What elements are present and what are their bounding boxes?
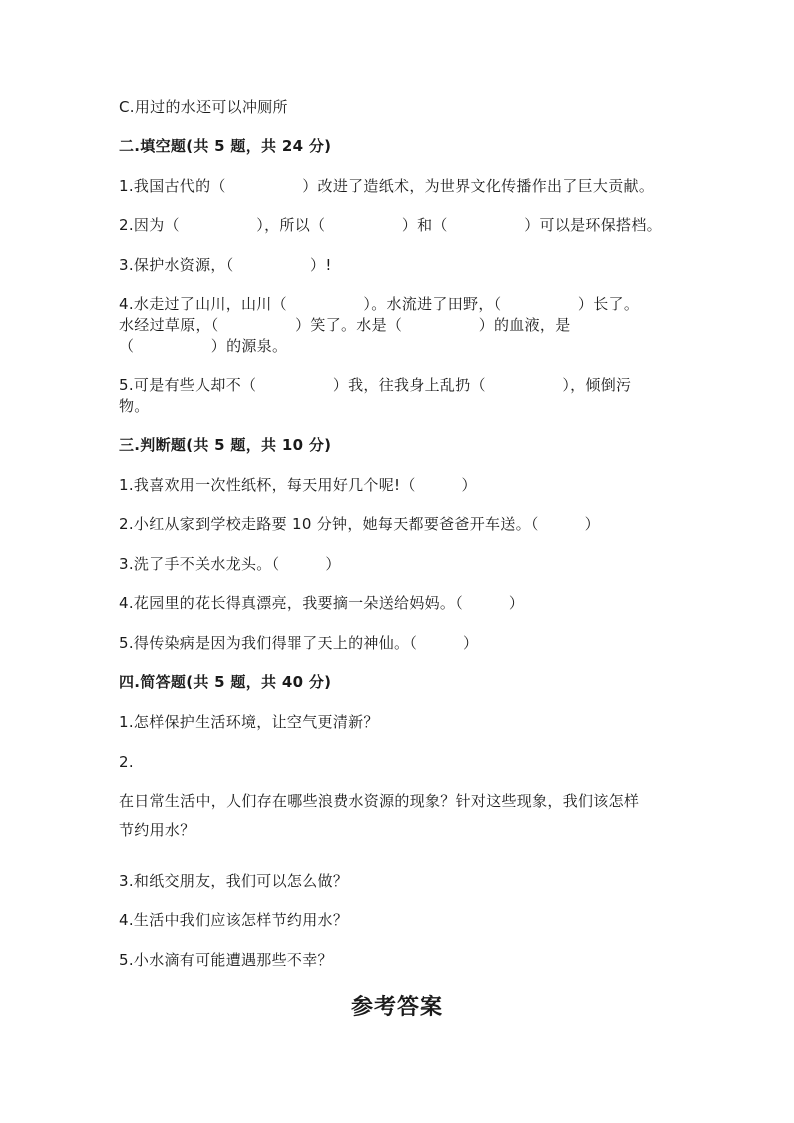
true-false-question-1: 1.我喜欢用一次性纸杯，每天用好几个呢!（ ） (119, 476, 477, 494)
true-false-section-heading: 三.判断题(共 5 题，共 10 分) (119, 436, 332, 454)
fill-blank-question-4-line-3: （ ）的源泉。 (119, 337, 288, 355)
previous-question-option-c: C.用过的水还可以冲厕所 (119, 98, 288, 116)
short-answer-question-3: 3.和纸交朋友，我们可以怎么做？ (119, 872, 349, 890)
true-false-question-4: 4.花园里的花长得真漂亮，我要摘一朵送给妈妈。（ ） (119, 594, 525, 612)
true-false-question-3: 3.洗了手不关水龙头。（ ） (119, 555, 341, 573)
short-answer-section-heading: 四.简答题(共 5 题，共 40 分) (119, 673, 332, 691)
short-answer-question-5: 5.小水滴有可能遭遇那些不幸？ (119, 951, 333, 969)
short-answer-question-1: 1.怎样保护生活环境，让空气更清新？ (119, 713, 379, 731)
fill-blank-question-4-line-2: 水经过草原，（ ）笑了。水是（ ）的血液，是 (119, 316, 571, 334)
answer-key-title: 参考答案 (350, 994, 443, 1020)
fill-blank-section-heading: 二.填空题(共 5 题，共 24 分) (119, 137, 332, 155)
short-answer-question-2-line-2: 节约用水？ (119, 821, 196, 839)
fill-blank-question-1: 1.我国古代的（ ）改进了造纸术，为世界文化传播作出了巨大贡献。 (119, 177, 655, 195)
fill-blank-question-5-line-2: 物。 (119, 397, 150, 415)
fill-blank-question-4-line-1: 4.水走过了山川，山川（ ）。水流进了田野，（ ）长了。 (119, 295, 640, 313)
fill-blank-question-3: 3.保护水资源，（ ）! (119, 256, 332, 274)
short-answer-question-2-line-1: 在日常生活中，人们存在哪些浪费水资源的现象？针对这些现象，我们该怎样 (119, 792, 640, 810)
fill-blank-question-5-line-1: 5.可是有些人却不（ ）我，往我身上乱扔（ ），倾倒污 (119, 376, 632, 394)
fill-blank-question-2: 2.因为（ ），所以（ ）和（ ）可以是环保搭档。 (119, 216, 662, 234)
true-false-question-2: 2.小红从家到学校走路要 10 分钟，她每天都要爸爸开车送。（ ） (119, 515, 600, 533)
short-answer-question-2-number: 2. (119, 753, 134, 771)
true-false-question-5: 5.得传染病是因为我们得罪了天上的神仙。（ ） (119, 634, 479, 652)
short-answer-question-4: 4.生活中我们应该怎样节约用水？ (119, 911, 349, 929)
